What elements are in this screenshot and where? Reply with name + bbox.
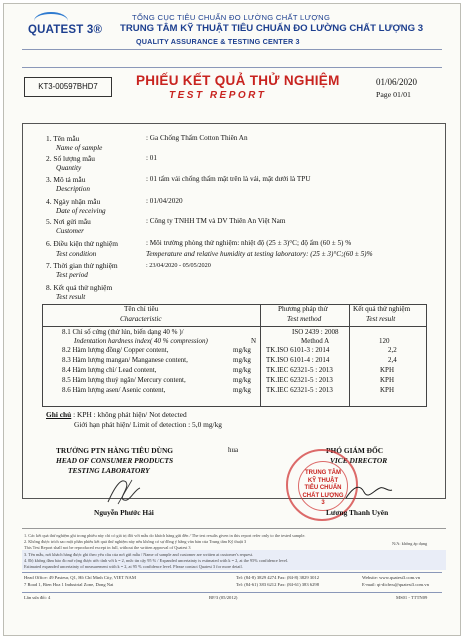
table-cell-method: TK.ISO 6101-4 : 2014 — [266, 356, 330, 364]
center-name-vn: TRUNG TÂM KỸ THUẬT TIÊU CHUẨN ĐO LƯỜNG CHẤT LƯỢNG 3 — [120, 23, 424, 34]
report-date: 01/06/2020 — [376, 77, 418, 87]
test-report-document — [3, 3, 461, 636]
field-label: 2. Số lượng mẫu — [46, 154, 95, 163]
field-label: 5. Nơi gửi mẫu — [46, 217, 91, 226]
form-copy-note: Lần sửa đổi: 4 — [24, 595, 51, 600]
center-name-en: QUALITY ASSURANCE & TESTING CENTER 3 — [136, 37, 300, 46]
footer-divider — [22, 572, 442, 573]
field-label: 1. Tên mẫu — [46, 134, 80, 143]
field-label: 3. Mô tả mẫu — [46, 175, 86, 184]
handwritten-signature — [344, 480, 394, 504]
field-label: 4. Ngày nhận mẫu — [46, 197, 101, 206]
field-label: 8. Kết quả thử nghiệm — [46, 283, 113, 292]
website-link[interactable]: Website: www.quatest3.com.vn — [362, 575, 421, 580]
table-cell-result: KPH — [380, 376, 395, 384]
director-title: PHÓ GIÁM ĐỐC — [326, 446, 384, 455]
director-name: Lương Thanh Uyên — [326, 508, 389, 517]
table-cell-method: Method A — [301, 337, 330, 345]
lab-signatory-name: Nguyễn Phước Hải — [94, 508, 154, 517]
director-title-en: VICE DIRECTOR — [330, 456, 388, 465]
footer-note: Estimated expanded uncertainty of measurement with k = 2, at 95 % confidence level. Please contact Quatest 3 for more detail. — [24, 564, 243, 569]
header-divider — [22, 67, 442, 68]
column-header-en: Test result — [366, 315, 396, 323]
field-value: : 01 tấm vải chống thấm mặt trên là vải, mặt dưới là TPU — [146, 175, 311, 183]
table-cell-method: TK.IEC 62321-5 : 2013 — [266, 366, 333, 374]
footer-note: 4. Độ không đảm bảo đo mở rộng được ước tính với k = 2, mức tin cậy 95 % / Expanded uncertainty is estimated with k = 2, at the 95% confidence level. — [24, 558, 289, 563]
field-label-en: Customer — [56, 227, 84, 235]
field-label-en: Test result — [56, 293, 86, 301]
footer-note: This Test Report shall not be reproduced except in full, without the written approval of Quatest 3 — [24, 545, 191, 550]
official-stamp: TRUNG TÂM KỸ THUẬT TIÊU CHUẨN CHẤT LƯỢNG 3 — [302, 470, 344, 506]
phone-lab: Tel: (84-61) 383 6212 Fax: (84-61) 383 6298 — [236, 582, 319, 587]
note: Giới hạn phát hiện/ Limit of detection : 5,0 mg/kg — [74, 420, 223, 429]
table-row: 8.3 Hàm lượng mangan/ Manganese content, — [62, 356, 188, 364]
field-label-en: Date of receiving — [56, 207, 106, 215]
footer-note: N/A: không áp dụng — [392, 541, 428, 546]
email-link[interactable]: E-mail: qt-dichvu@quatest3.com.vn — [362, 582, 429, 587]
field-value: : Ga Chống Thấm Cotton Thiên An — [146, 134, 248, 142]
field-value: : Công ty TNHH TM và DV Thiên An Việt Nam — [146, 217, 286, 225]
field-value: : 01/04/2020 — [146, 197, 183, 205]
footer-note: 3. Tên mẫu, nơi khách hàng được ghi theo yêu cầu của nơi gửi mẫu / Name of sample and customer are written at customer's request. — [24, 552, 254, 557]
note: Ghi chú : KPH : không phát hiện/ Not detected — [46, 410, 187, 419]
table-cell-result: 2,2 — [388, 346, 397, 354]
phone: Tel: (84-8) 3829 4274 Fax: (84-8) 3829 3012 — [236, 575, 319, 580]
quatest-logo: QUATEST 3® — [28, 16, 92, 42]
table-row: 8.1 Chỉ số cứng (thử lún, biến dạng 40 % )/ — [62, 328, 184, 336]
table-cell-method: TK.IEC 62321-5 : 2013 — [266, 386, 333, 394]
handwritten-signature — [104, 474, 144, 506]
field-value: : Môi trường phòng thử nghiệm: nhiệt độ (25 ± 3)°C; độ ẩm (60 ± 5) % — [146, 239, 352, 247]
table-cell-unit: mg/kg — [233, 366, 251, 374]
footer-divider — [22, 592, 442, 593]
field-label-en: Description — [56, 185, 90, 193]
lab-signature-title: TRƯỞNG PTN HÀNG TIÊU DÙNG — [56, 446, 174, 455]
table-cell-method: TK.IEC 62321-5 : 2013 — [266, 376, 333, 384]
field-value-en: Temperature and relative humidity at testing laboratory: (25 ± 3)°C;(60 ± 5)% — [146, 250, 373, 258]
field-label-en: Test period — [56, 271, 88, 279]
report-title-vn: PHIẾU KẾT QUẢ THỬ NGHIỆM — [136, 73, 340, 88]
table-cell-unit: mg/kg — [233, 356, 251, 364]
table-cell-result: 120 — [379, 337, 390, 345]
table-cell-unit: mg/kg — [233, 386, 251, 394]
agency-name: TỔNG CỤC TIÊU CHUẨN ĐO LƯỜNG CHẤT LƯỢNG — [132, 13, 331, 22]
lab-address: 7 Road 1, Bien Hoa 1 Industrial Zone, Dong Nai — [24, 582, 114, 587]
header-divider — [22, 49, 442, 50]
field-label-en: Name of sample — [56, 144, 103, 152]
field-label: 7. Thời gian thử nghiệm — [46, 261, 118, 270]
column-header: Tên chỉ tiêu — [124, 305, 159, 313]
table-cell-unit: mg/kg — [233, 376, 251, 384]
column-header: Phương pháp thử — [278, 305, 328, 313]
form-code: MS01 - TTTN09 — [396, 595, 428, 600]
table-cell-unit: N — [251, 337, 257, 345]
table-row: 8.2 Hàm lượng đồng/ Copper content, — [62, 346, 169, 354]
field-value: : 23/04/2020 - 05/05/2020 — [146, 262, 211, 269]
column-header: Kết quả thử nghiệm — [353, 305, 411, 313]
form-version: BF/3 (05/2012) — [209, 595, 238, 600]
lab-signature-title-en: TESTING LABORATORY — [68, 466, 150, 475]
page-number: Page 01/01 — [376, 90, 411, 99]
field-label-en: Test condition — [56, 250, 97, 258]
footer-note: 2. Không được trích sao một phần phiếu kết quả thử nghiệm này nếu không có sự đồng ý bằng văn bản của Trung tâm Kỹ thuật 3 — [24, 539, 247, 544]
table-row: 8.4 Hàm lượng chì/ Lead content, — [62, 366, 157, 374]
table-cell-unit: mg/kg — [233, 346, 251, 354]
field-label-en: Quantity — [56, 164, 82, 172]
lab-signature-title-en: HEAD OF CONSUMER PRODUCTS — [56, 456, 174, 465]
table-cell-method: ISO 2439 : 2008 — [292, 328, 339, 336]
table-row: 8.6 Hàm lượng asen/ Asenic content, — [62, 386, 166, 394]
report-title-en: TEST REPORT — [169, 90, 267, 101]
signature-mark: hua — [228, 446, 239, 454]
report-code: KT3-00597BHD7 — [24, 77, 112, 97]
field-label: 6. Điều kiện thử nghiệm — [46, 239, 118, 248]
table-row: 8.5 Hàm lượng thuỷ ngân/ Mercury content, — [62, 376, 186, 384]
table-cell-method: TK.ISO 6101-3 : 2014 — [266, 346, 330, 354]
column-header-en: Characteristic — [120, 315, 162, 323]
table-row-en: Indentation hardness index( 40 % compression) — [74, 337, 208, 345]
column-header-en: Test method — [287, 315, 322, 323]
table-cell-result: KPH — [380, 386, 395, 394]
table-cell-result: 2,4 — [388, 356, 397, 364]
field-value: : 01 — [146, 154, 157, 162]
table-cell-result: KPH — [380, 366, 395, 374]
footer-note: 1. Các kết quả thử nghiệm ghi trong phiếu này chỉ có giá trị đối với mẫu do khách hàng gửi đến / The test results given in this report refer only to the tested sample. — [24, 533, 306, 538]
head-office-address: Head Office: 49 Pasteur, Q1, Hồ Chí Minh City, VIET NAM — [24, 575, 136, 580]
